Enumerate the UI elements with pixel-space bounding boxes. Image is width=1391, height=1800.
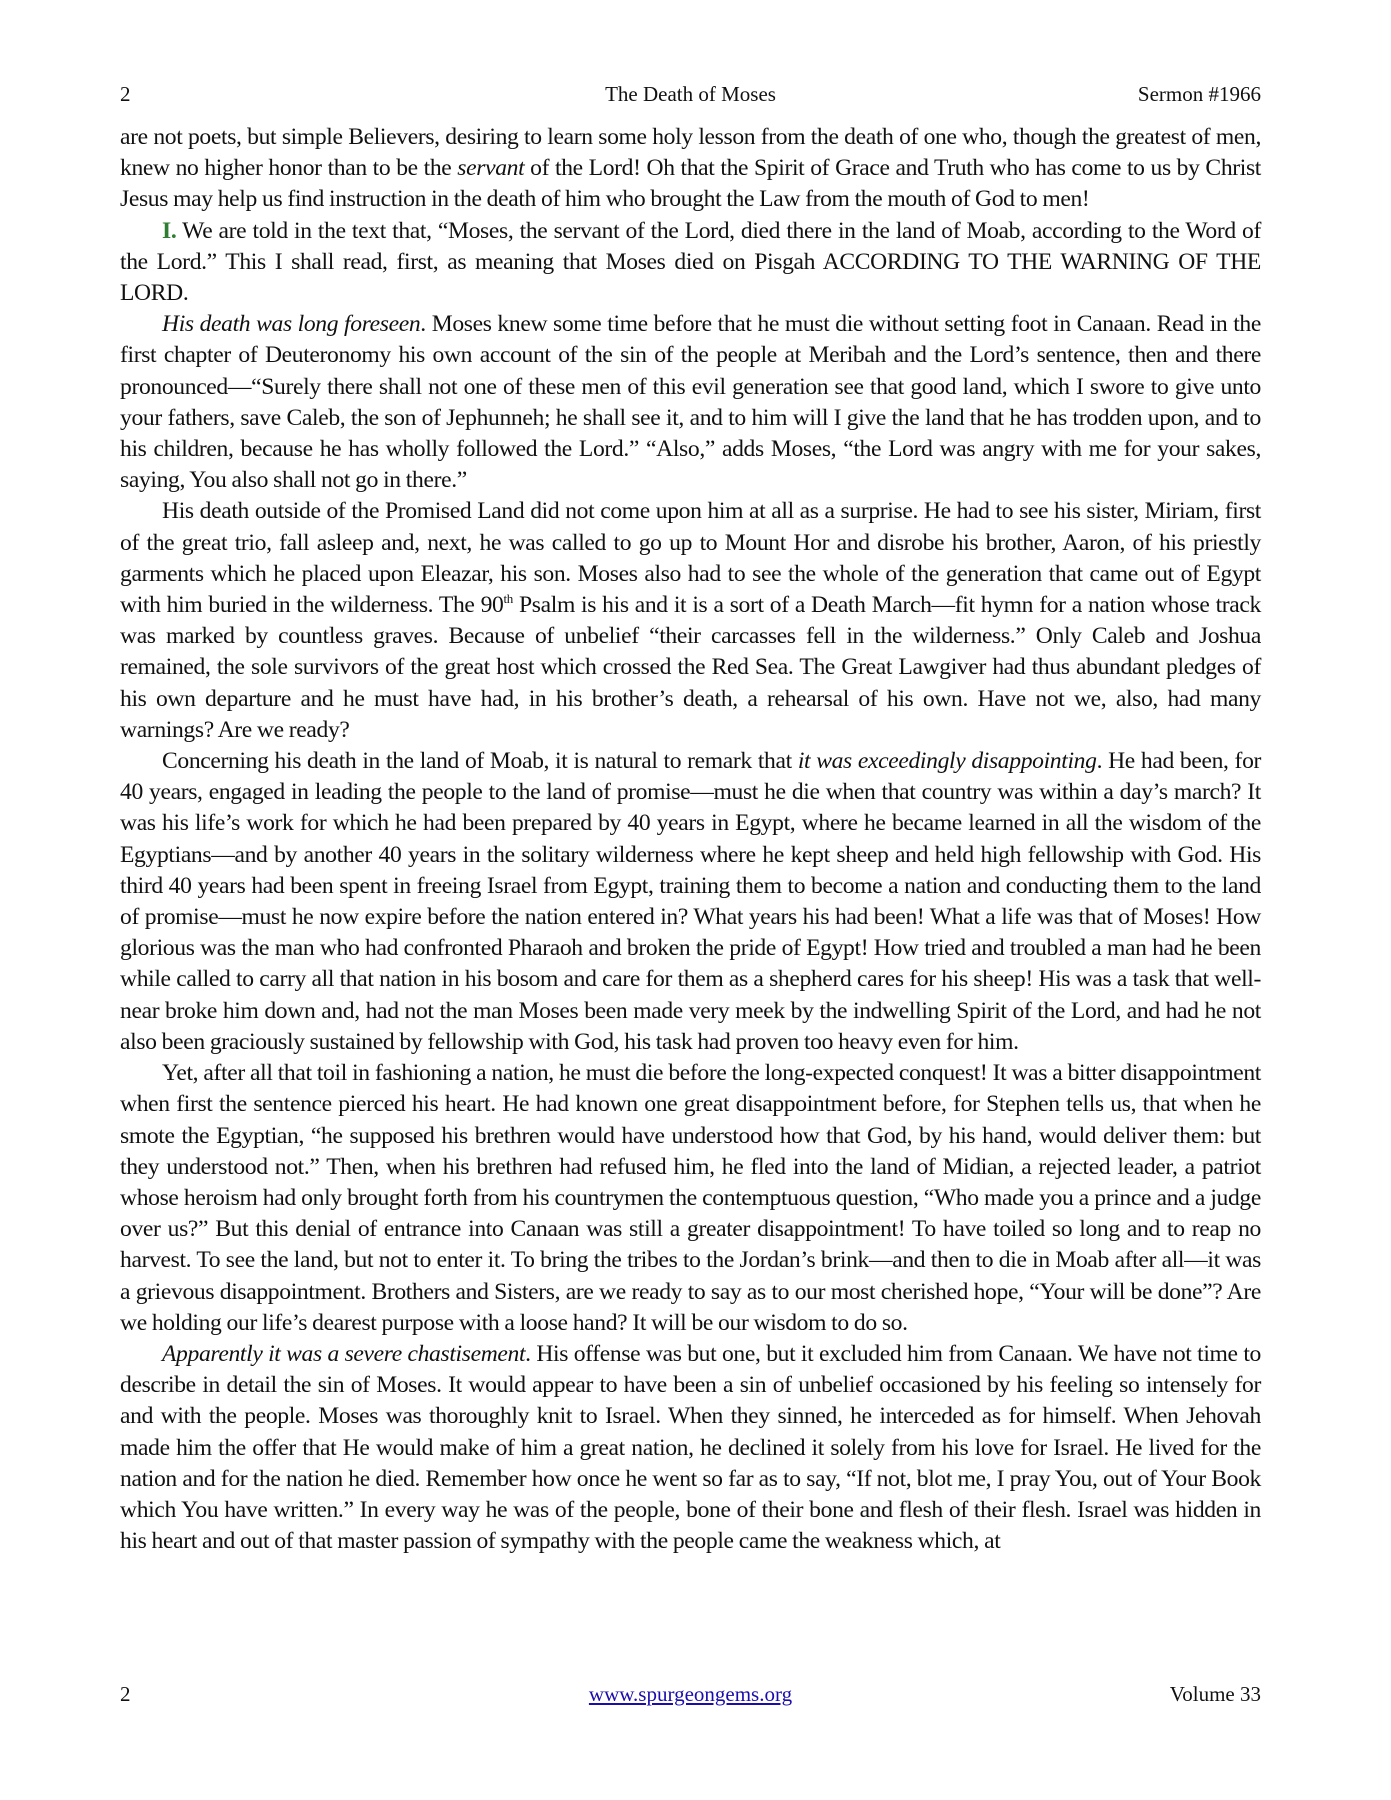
page-footer: [120, 1680, 1261, 1708]
text-run: Yet, after all that toil in fashioning a nation, he must die before the long-expected conquest! It was a bitter disappointment when first the sentence pierced his heart. He had known one great disappointment before, for Stephen tells us, that when he smote the Egyptian, “he supposed his brethren would have understood how that God, by his hand, would deliver them: but they understood not.” Then, when his brethren had refused him, he fled into the land of Midian, a rejected leader, a patriot whose heroism had only brought forth from his countrymen the contemptuous question, “Who made you a prince and a judge over us?” But this denial of entrance into Canaan was still a greater disappointment! To have toiled so long and to reap no harvest. To see the land, but not to enter it. To bring the tribes to the Jordan’s brink—and then to die in Moab after all—it was a grievous disappointment. Brothers and Sisters, are we ready to say as to our most cherished hope, “Your will be done”? Are we holding our life’s dearest purpose with a loose hand? It will be our wisdom to do so.: [120, 1060, 1261, 1336]
text-run: . His offense was but one, but it excluded him from Canaan. We have not time to describe in detail the sin of Moses. It would appear to have been a sin of unbelief occasioned by his feeling so intensely for and with the people. Moses was thoroughly knit to Israel. When they sinned, he interceded as for himself. When Jehovah made him the offer that He would make of him a great nation, he declined it solely from his love for Israel. He lived for the nation and for the nation he died. Remember how once he went so far as to say, “If not, blot me, I pray You, out of Your Book which You have written.” In every way he was of the people, bone of their bone and flesh of their flesh. Israel was hidden in his heart and out of that master passion of sympathy with the people came the weakness which, at: [120, 1340, 1261, 1555]
text-run: Concerning his death in the land of Moab, it is natural to remark that: [162, 748, 798, 775]
paragraph-4: [120, 496, 1261, 746]
paragraph-6: [120, 1058, 1261, 1339]
footer-url-link[interactable]: www.spurgeongems.org: [588, 1682, 793, 1706]
superscript: th: [503, 591, 513, 607]
page-header: [120, 80, 1261, 108]
footer-volume: Volume 33: [1169, 1682, 1261, 1706]
header-sermon-number: Sermon #1966: [1137, 82, 1261, 106]
text-run: . Moses knew some time before that he must die without setting foot in Canaan. Read in the first chapter of Deuteronomy his own account of the sin of the people at Meribah and the Lord’s sentence, then and there pronounced—“Surely there shall not one of these men of this evil generation see that good land, which I swore to give unto your fathers, save Caleb, the son of Jephunneh; he shall see it, and to him will I give the land that he has trodden upon, and to his children, because he has wholly followed the Lord.” “Also,” adds Moses, “the Lord was angry with me for your sakes, saying, You also shall not go in there.”: [120, 311, 1261, 494]
italic-run: Apparently it was a severe chastisement: [162, 1340, 526, 1367]
italic-run: servant: [457, 155, 525, 182]
paragraph-5: [120, 746, 1261, 1058]
header-title: The Death of Moses: [605, 82, 776, 106]
text-run: Psalm is his and it is a sort of a Death March—fit hymn for a nation whose track was marked by countless graves. Because of unbelief “their carcasses fell in the wilderness.” Only Caleb and Joshua remained, the sole survivors of the great host which crossed the Red Sea. The Great Lawgiver had thus abundant pledges of his own departure and he must have had, in his brother’s death, a rehearsal of his own. Have not we, also, had many warnings? Are we ready?: [120, 592, 1261, 743]
paragraph-2: [120, 216, 1261, 310]
text-run: We are told in the text that, “Moses, the servant of the Lord, died there in the land of Moab, according to the Word of the Lord.” This I shall read, first, as meaning that Moses died on Pisgah ACCORDING TO THE WARNING OF THE LORD.: [120, 217, 1261, 307]
sermon-body: [120, 122, 1261, 1557]
italic-run: His death was long foreseen: [162, 311, 421, 338]
text-run: His death outside of the Promised Land did not come upon him at all as a surprise. He had to see his sister, Miriam, first of the great trio, fall asleep and, next, he was called to go up to Mount Hor and disrobe his brother, Aaron, of his priestly garments which he placed upon Eleazar, his son. Moses also had to see the whole of the generation that came out of Egypt with him buried in the wilderness. The 90: [120, 498, 1261, 619]
paragraph-3: [120, 309, 1261, 496]
italic-run: it was exceedingly disappointing: [797, 748, 1097, 775]
text-run: are not poets, but simple Believers, desiring to learn some holy lesson from the death of one who, though the greatest of men, knew no higher honor than to be the: [120, 124, 1261, 182]
footer-url-wrap: [120, 1680, 1261, 1708]
footer-page-number: 2: [120, 1682, 131, 1706]
header-page-number: 2: [120, 82, 131, 106]
paragraph-1: [120, 122, 1261, 216]
section-numeral: I.: [162, 217, 177, 244]
text-run: of the Lord! Oh that the Spirit of Grace and Truth who has come to us by Christ Jesus may help us find instruction in the death of him who brought the Law from the mouth of God to men!: [120, 155, 1262, 213]
paragraph-7: [120, 1339, 1261, 1557]
text-run: . He had been, for 40 years, engaged in leading the people to the land of promise—must he die when that country was within a day’s march? It was his life’s work for which he had been prepared by 40 years in Egypt, where he became learned in all the wisdom of the Egyptians—and by another 40 years in the solitary wilderness where he kept sheep and held high fellowship with God. His third 40 years had been spent in freeing Israel from Egypt, training them to become a nation and conducting them to the land of promise—must he now expire before the nation entered in? What years his had been! What a life was that of Moses! How glorious was the man who had confronted Pharaoh and broken the pride of Egypt! How tried and troubled a man had he been while called to carry all that nation in his bosom and care for them as a shepherd cares for his sheep! His was a task that well-near broke him down and, had not the man Moses been made very meek by the indwelling Spirit of the Lord, and had he not also been graciously sustained by fellowship with God, his task had proven too heavy even for him.: [120, 748, 1262, 1055]
